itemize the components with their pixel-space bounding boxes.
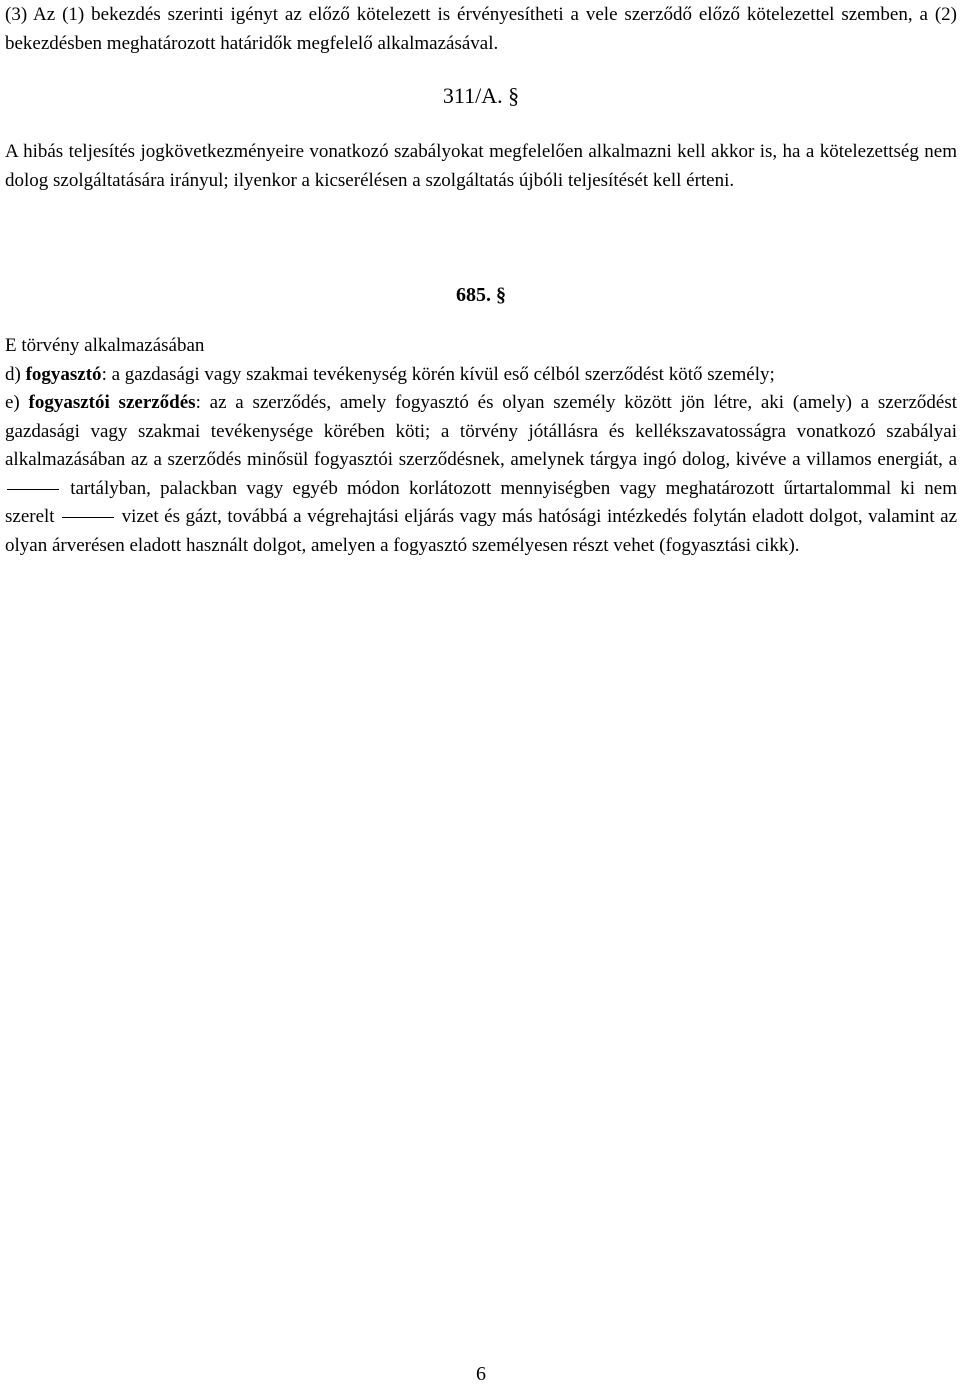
- definition-e-text-2: tartályban, palackban vagy egyéb módon korlátozott mennyiségben vagy meghatározott űrtartalommal ki nem szerelt: [5, 477, 957, 527]
- definition-d-text: : a gazdasági vagy szakmai tevékenység körén kívül eső célból szerződést kötő személy;: [101, 363, 775, 385]
- definition-d: [5, 361, 957, 390]
- em-dash-2: [62, 517, 114, 518]
- definition-e-text-3: vizet és gázt, továbbá a végrehajtási eljárás vagy más hatósági intézkedés folytán eladott dolgot, valamint az olyan árverésen eladott használt dolgot, amelyen a fogyasztó személyesen részt vehet (fogyasztási cikk).: [5, 506, 958, 556]
- definition-e-prefix: e): [5, 392, 29, 413]
- section-heading-685: 685. §: [456, 284, 506, 306]
- paragraph-311a: A hibás teljesítés jogkövetkezményeire vonatkozó szabályokat megfelelően alkalmazni kell akkor is, ha a kötelezettség nem dolog szolgáltatására irányul; ilyenkor a kicserélésen a szolgáltatás újbóli teljesítését kell érteni.: [5, 141, 957, 191]
- definition-e-text-1: : az a szerződés, amely fogyasztó és olyan személy között jön létre, aki (amely) a szerződést gazdasági vagy szakmai tevékenysége körében köti; a törvény jótállásra és kellékszavatosságra vonatkozó szabályai alkalmazásában az a szerződés minősül fogyasztói szerződésnek, amelynek tárgya ingó dolog, kivéve a villamos energiát, a: [5, 392, 957, 470]
- definitions-intro: E törvény alkalmazásában: [5, 335, 205, 356]
- page-number: 6: [476, 1363, 486, 1385]
- definition-d-prefix: d): [5, 363, 26, 385]
- definition-e-term: fogyasztói szerződés: [28, 392, 196, 413]
- paragraph-685: [5, 332, 957, 560]
- definition-e: [5, 389, 957, 560]
- section-heading-311a: 311/A. §: [442, 83, 520, 108]
- em-dash-1: [7, 489, 59, 490]
- paragraph-3: (3) Az (1) bekezdés szerinti igényt az előző kötelezett is érvényesítheti a vele szerződő előző kötelezettel szemben, a (2) bekezdésben meghatározott határidők megfelelő alkalmazásával.: [5, 4, 957, 54]
- definition-d-term: fogyasztó: [25, 363, 102, 385]
